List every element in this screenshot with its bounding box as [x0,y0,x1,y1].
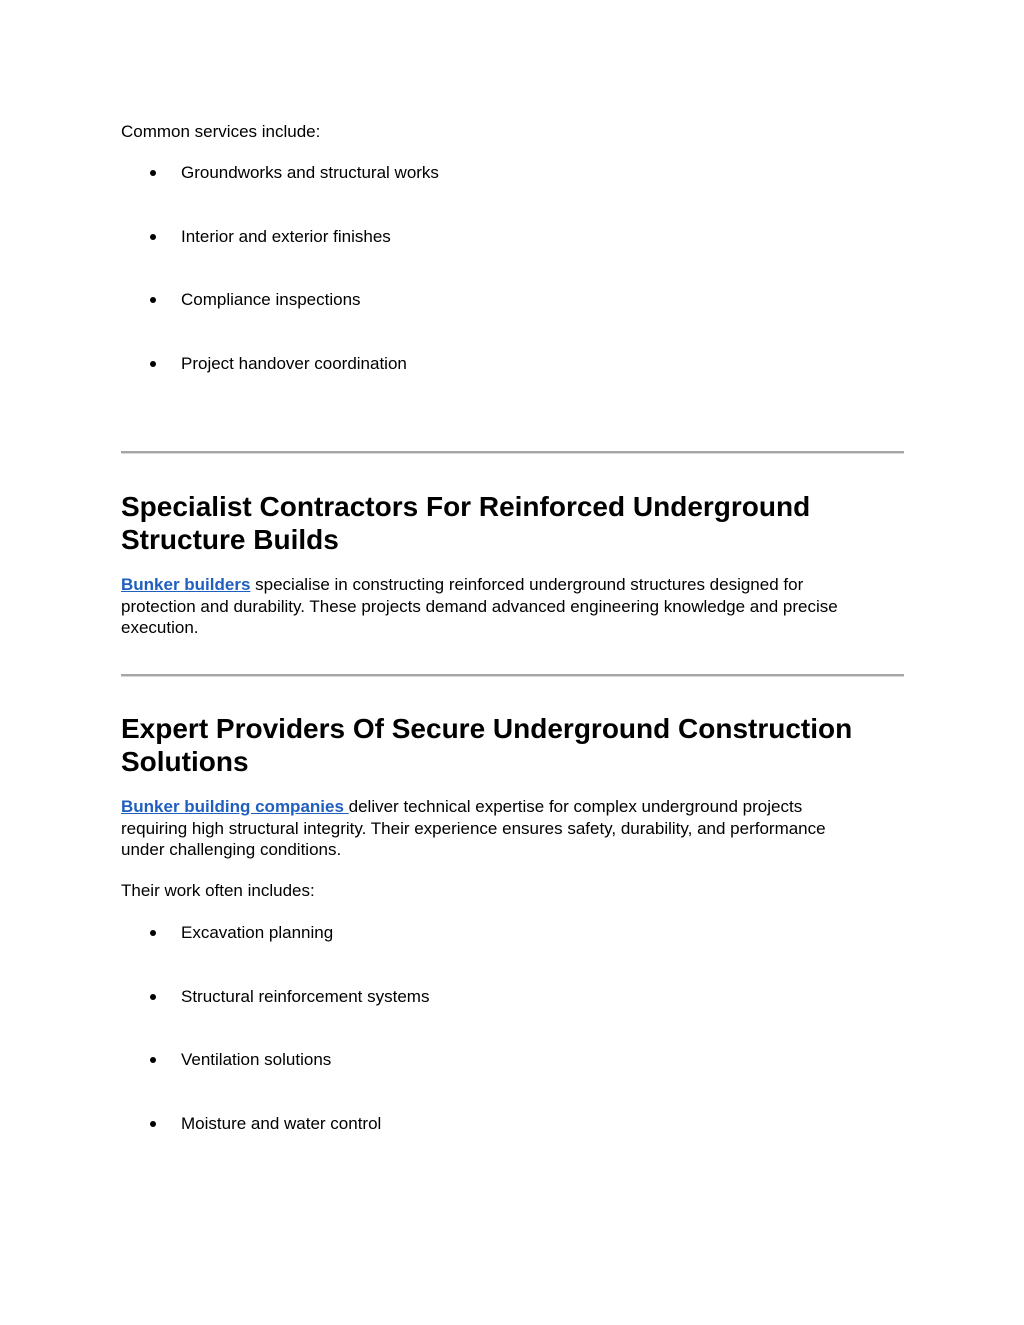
section-heading-expert [121,712,904,778]
heading-line: Solutions [121,746,249,777]
list-item [121,226,439,290]
paragraph-text: specialise in constructing reinforced underground structures designed for [250,575,804,594]
list-item [121,1049,429,1113]
bullet-icon [150,1121,156,1127]
list-item-text: Excavation planning [181,923,334,942]
section-divider [121,674,904,677]
work-list [121,922,429,1176]
paragraph-text: under challenging conditions. [121,840,342,859]
bullet-icon [150,1057,156,1063]
list-item-text: Ventilation solutions [181,1050,332,1069]
list-item-text: Groundworks and structural works [181,163,439,182]
heading-line: Structure Builds [121,524,339,555]
specialist-paragraph [121,574,904,639]
bullet-icon [150,930,156,936]
list-item-text: Moisture and water control [181,1113,382,1133]
list-item-text: Interior and exterior finishes [181,226,391,246]
list-item [121,289,439,353]
list-item [121,162,439,226]
work-intro: Their work often includes: [121,881,315,900]
section-divider [121,451,904,454]
list-item-text: Compliance inspections [181,290,361,309]
paragraph-text: deliver technical expertise for complex underground projects [348,797,803,816]
bullet-icon [150,994,156,1000]
paragraph-text: protection and durability. These projects demand advanced engineering knowledge and precise [121,596,838,616]
heading-line: Specialist Contractors For Reinforced Underground [121,491,811,522]
list-item [121,986,429,1050]
list-item [121,1113,429,1177]
bullet-icon [150,170,156,176]
bunker-builders-link[interactable]: Bunker builders [121,575,251,594]
heading-line: Expert Providers Of Secure Underground Construction [121,713,853,744]
list-item-text: Structural reinforcement systems [181,986,430,1006]
bullet-icon [150,361,156,367]
expert-paragraph [121,796,904,861]
section-heading-specialist [121,490,904,556]
bullet-icon [150,234,156,240]
services-intro: Common services include: [121,122,321,141]
services-list [121,162,439,416]
list-item-text: Project handover coordination [181,353,407,373]
bullet-icon [150,297,156,303]
paragraph-text: execution. [121,618,199,637]
paragraph-text: requiring high structural integrity. Their experience ensures safety, durability, and performance [121,818,826,838]
list-item [121,922,429,986]
bunker-building-companies-link[interactable]: Bunker building companies [121,797,349,816]
list-item [121,353,439,417]
